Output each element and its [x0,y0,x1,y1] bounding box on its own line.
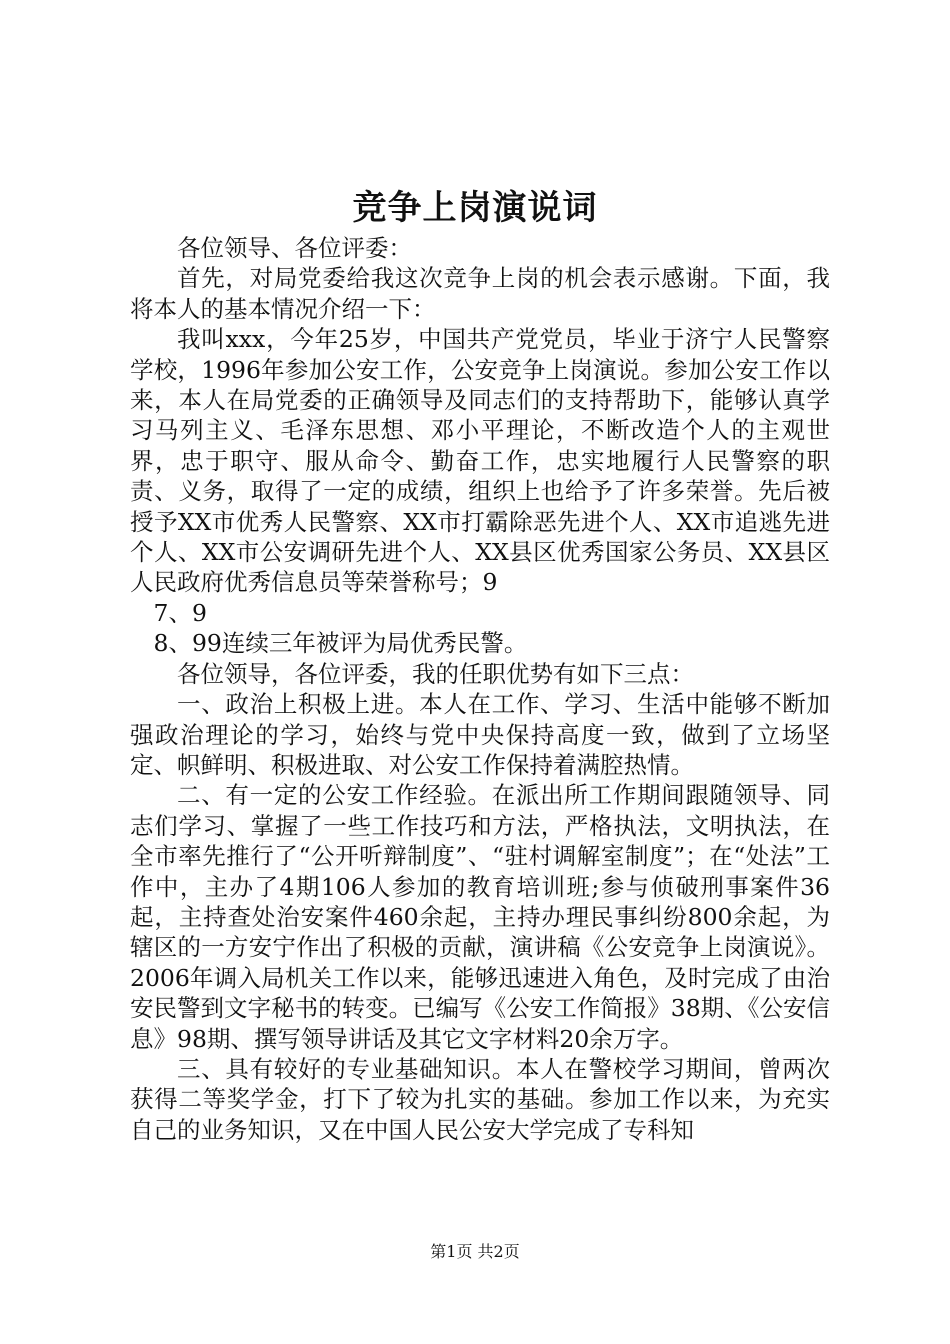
page-number-footer: 第1页 共2页 [430,1242,520,1261]
paragraph-advantage-2: 二、有一定的公安工作经验。在派出所工作期间跟随领导、同志们学习、掌握了一些工作技巧和方法，严格执法，文明执法，在全市率先推行了“公开听辩制度”、“驻村调解室制度”；在“处法”工作中，主办了4期106人参加的教育培训班;参与侦破刑事案件36起，主持查处治安案件460余起，主持办理民事纠纷800余起，为辖区的一方安宁作出了积极的贡献，演讲稿《公安竞争上岗演说》。2006年调入局机关工作以来，能够迅速进入角色，及时完成了由治安民警到文字秘书的转变。已编写《公安工作简报》38期、《公安信息》98期、撰写领导讲话及其它文字材料20余万字。 [130,781,830,1053]
document-body [130,233,830,1145]
paragraph-honors: 8、99连续三年被评为局优秀民警。 [153,629,528,658]
paragraph-background: 我叫xxx，今年25岁，中国共产党党员，毕业于济宁人民警察学校，1996年参加公安工作，公安竞争上岗演说。参加公安工作以来，本人在局党委的正确领导及同志们的支持帮助下，能够认真学习马列主义、毛泽东思想、邓小平理论，不断改造个人的主观世界，忠于职守、服从命令、勤奋工作，忠实地履行人民警察的职责、义务，取得了一定的成绩，组织上也给予了许多荣誉。先后被授予XX市优秀人民警察、XX市打霸除恶先进个人、XX市追逃先进个人、XX市公安调研先进个人、XX县区优秀国家公务员、XX县区人民政府优秀信息员等荣誉称号；9 [130,325,830,597]
paragraph-advantages-intro: 各位领导，各位评委，我的任职优势有如下三点： [177,659,694,688]
paragraph-advantage-3: 三、具有较好的专业基础知识。本人在警校学习期间，曾两次获得二等奖学金，打下了较为扎实的基础。参加工作以来，为充实自己的业务知识，又在中国人民公安大学完成了专科知 [130,1054,830,1144]
paragraph-salutation: 各位领导、各位评委： [177,234,412,262]
document-title: 竞争上岗演说词 [352,188,598,228]
paragraph-intro: 首先，对局党委给我这次竞争上岗的机会表示感谢。下面，我将本人的基本情况介绍一下： [130,264,830,323]
paragraph-fragment: 7、9 [153,598,207,627]
paragraph-advantage-1: 一、政治上积极上进。本人在工作、学习、生活中能够不断加强政治理论的学习，始终与党中央保持高度一致，做到了立场坚定、帜鲜明、积极进取、对公安工作保持着满腔热情。 [130,690,830,779]
